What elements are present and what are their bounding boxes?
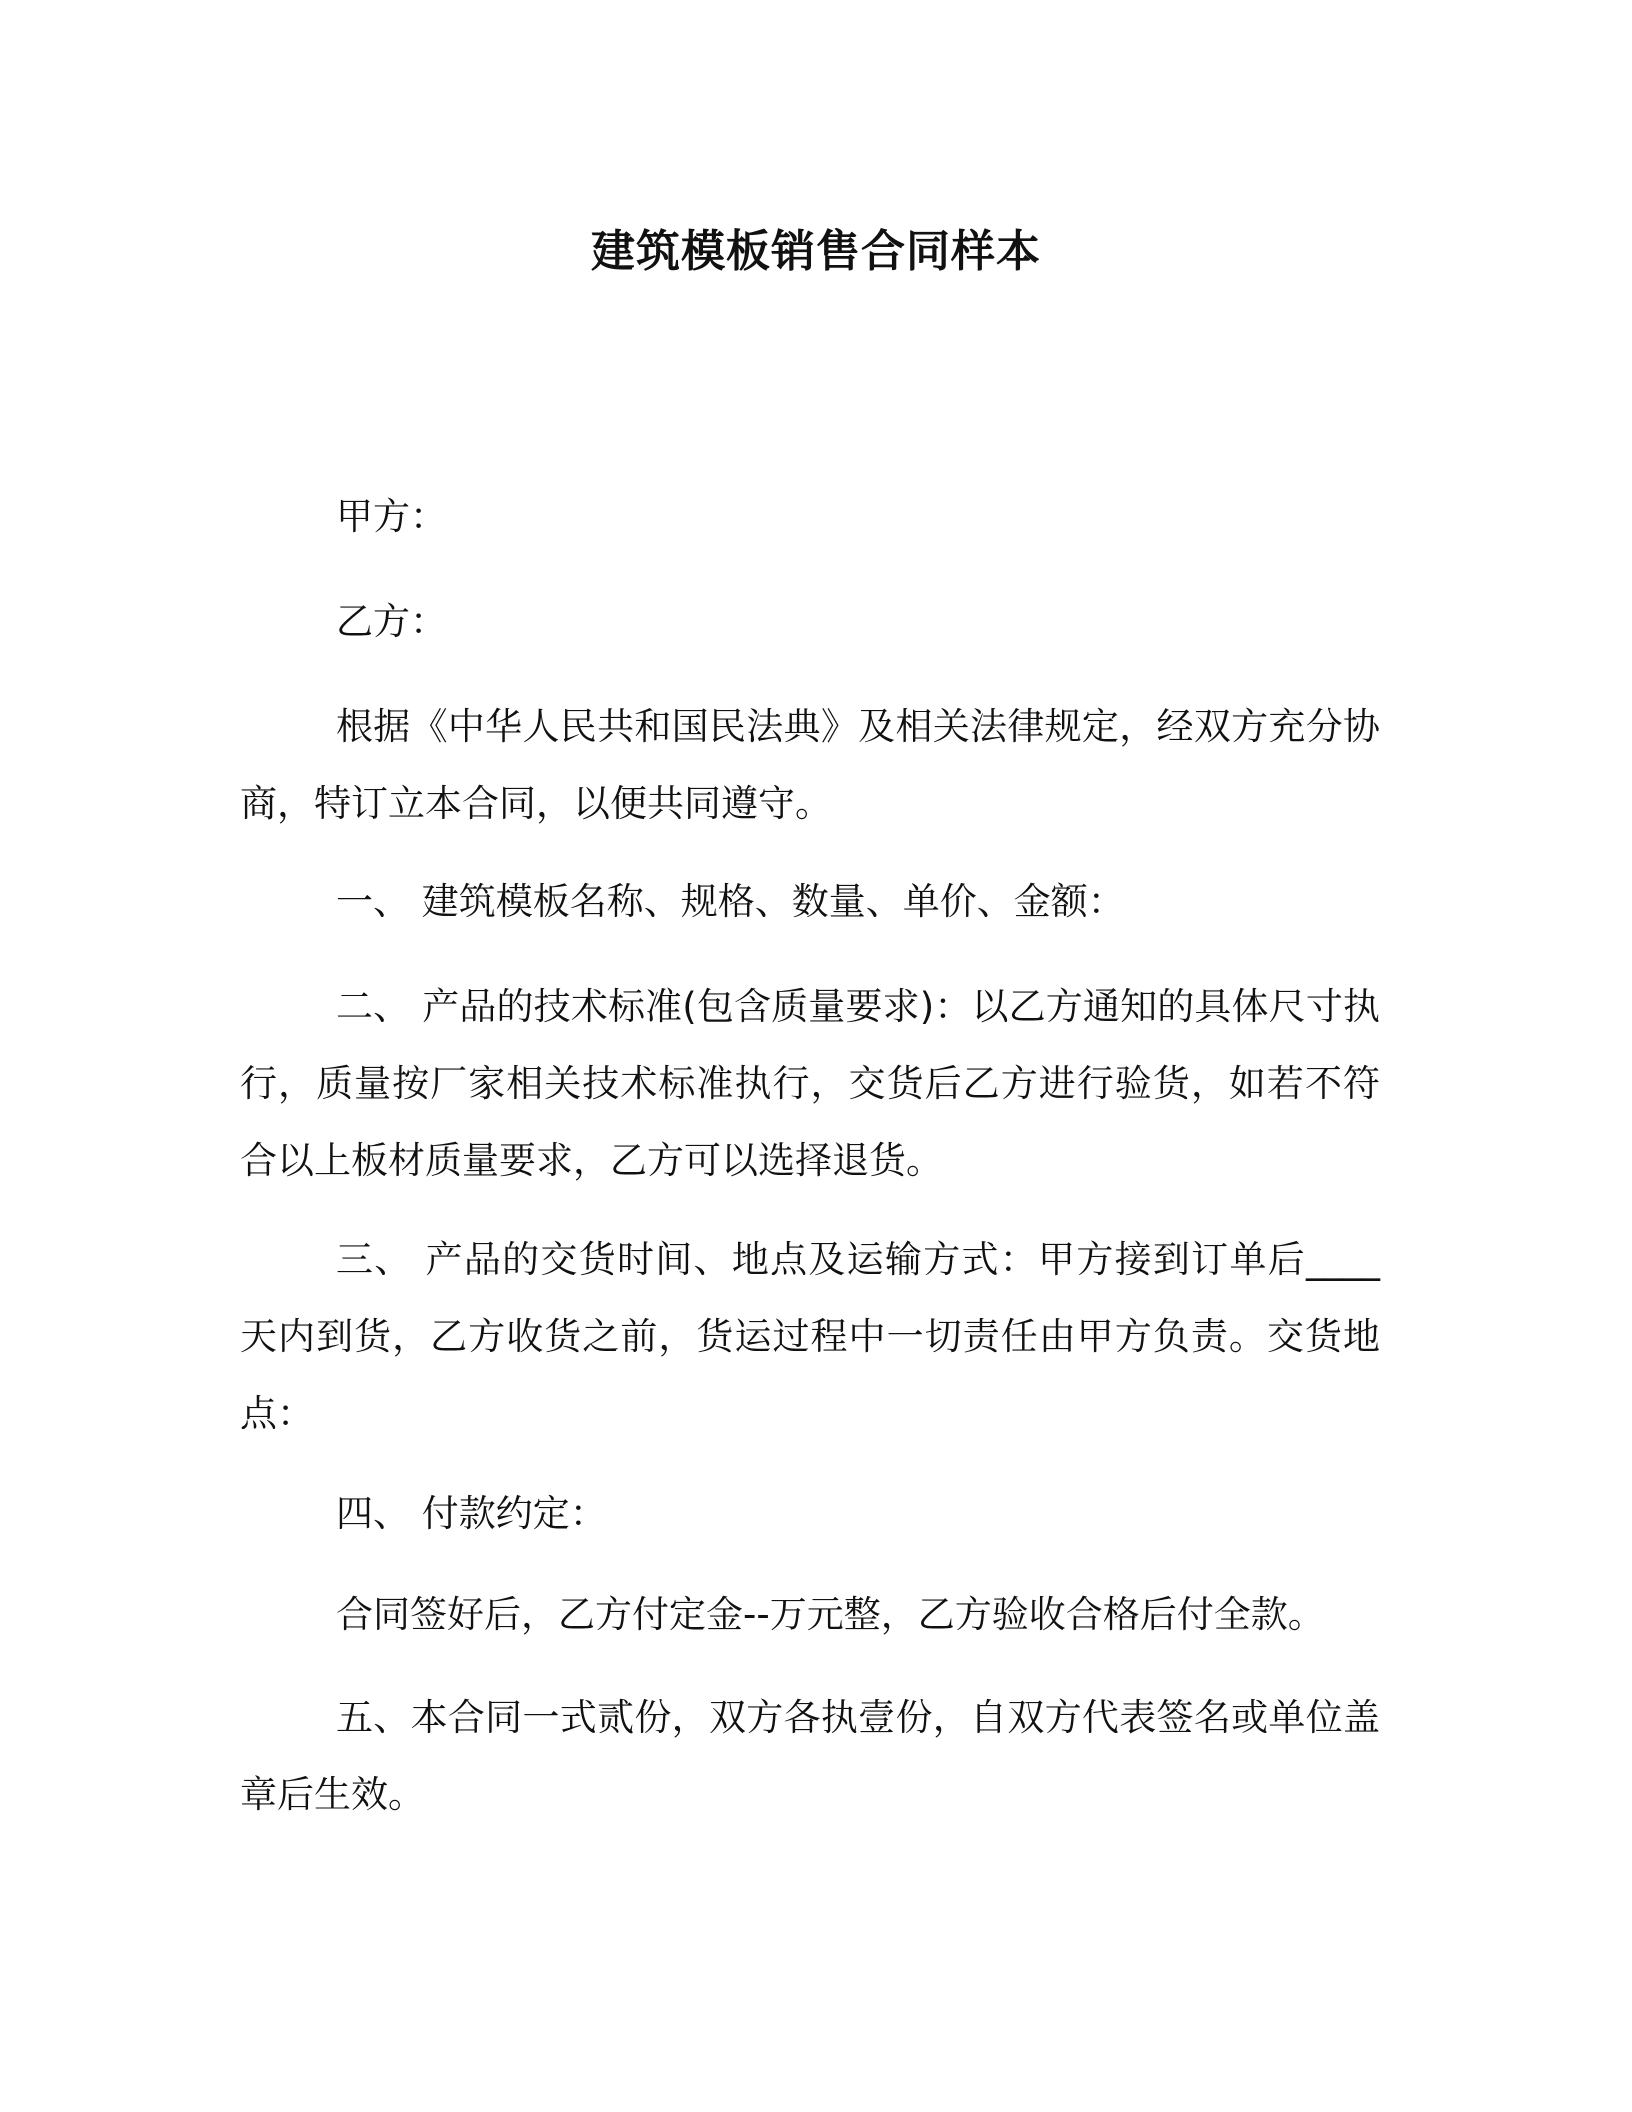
- party-a-line: 甲方：: [336, 495, 447, 538]
- party-b-line: 乙方：: [336, 600, 447, 643]
- payment-terms-paragraph: 合同签好后，乙方付定金--万元整，乙方验收合格后付全款。: [336, 1593, 1325, 1636]
- preamble-paragraph: 根据《中华人民共和国民法典》及相关法律规定，经双方充分协商，特订立本合同，以便共同遵守。: [240, 705, 1380, 825]
- clause-4-heading: 四、 付款约定：: [336, 1492, 607, 1535]
- clause-5-paragraph: 五、本合同一式贰份，双方各执壹份，自双方代表签名或单位盖章后生效。: [240, 1696, 1380, 1816]
- clause-2-paragraph: 二、 产品的技术标准(包含质量要求)：以乙方通知的具体尺寸执行，质量按厂家相关技术标准执行，交货后乙方进行验货，如若不符合以上板材质量要求，乙方可以选择退货。: [240, 985, 1380, 1182]
- document-title: 建筑模板销售合同样本: [591, 226, 1041, 277]
- clause-3-paragraph: 三、 产品的交货时间、地点及运输方式：甲方接到订单后____天内到货，乙方收货之前，货运过程中一切责任由甲方负责。交货地点：: [240, 1238, 1380, 1435]
- clause-1-heading: 一、 建筑模板名称、规格、数量、单价、金额：: [336, 880, 1125, 923]
